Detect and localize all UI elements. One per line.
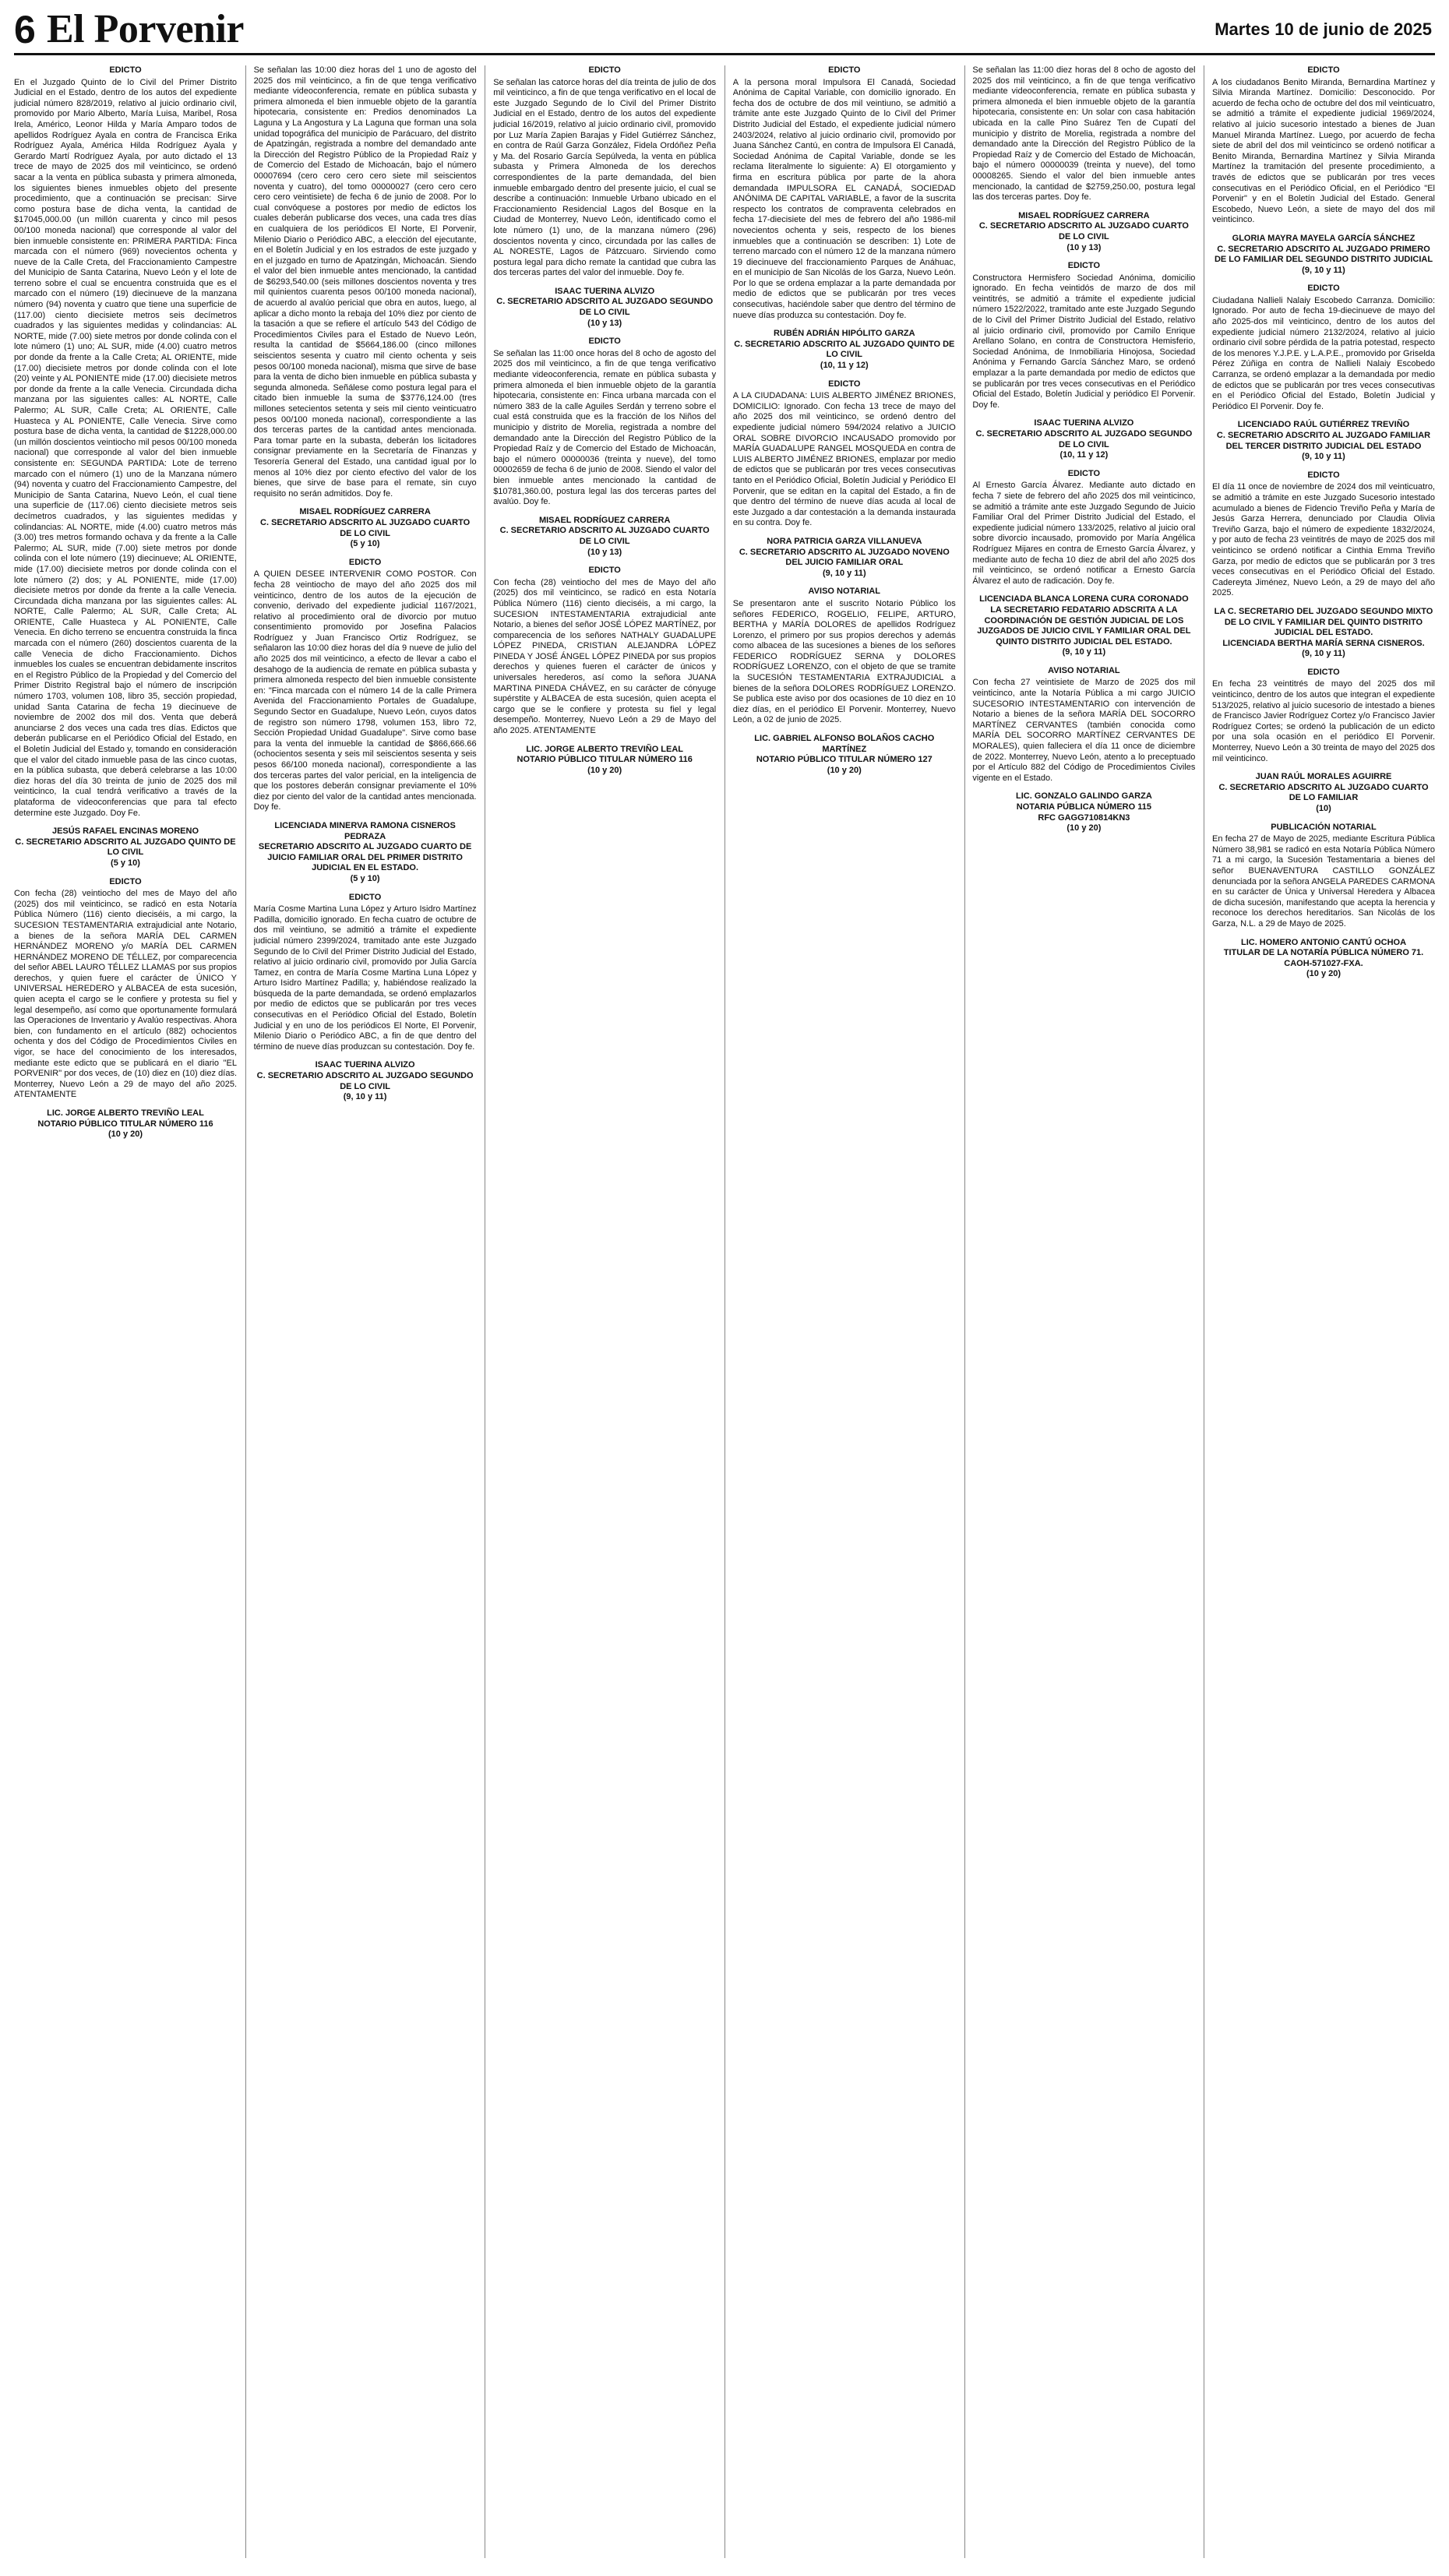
legal-notice	[972, 666, 1195, 784]
legal-notice	[1212, 607, 1435, 660]
notice-signature: ISAAC TUERINA ALVIZO C. SECRETARIO ADSCRITO AL JUZGADO SEGUNDO DE LO CIVIL (10, 11 y 12)	[975, 418, 1193, 460]
masthead	[14, 8, 1435, 55]
legal-notice	[733, 65, 956, 321]
notice-signature: JUAN RAÚL MORALES AGUIRRE C. SECRETARIO ADSCRITO AL JUZGADO CUARTO DE LO FAMILIAR (10)	[1218, 772, 1429, 813]
notice-title: EDICTO	[109, 65, 142, 75]
notice-column	[733, 65, 956, 2558]
notice-body: María Cosme Martina Luna López y Arturo Isidro Martínez Padilla, domicilio ignorado. En fecha cuatro de octubre de dos mil veintiuno, se admitió a trámite el expediente judicial número 2399/2024, tramitado ante este Juzgado Segundo de lo Civil del Primer Distrito Judicial del Estado, relativo al juicio ordinario civil, promovido por Julia García Tamez, en contra de María Cosme Martina Luna López y Arturo Isidro Martínez Padilla; y, habiéndose realizado la búsqueda de la parte demandada, se ordenó emplazarlos por medio de edictos que se publicarán por tres veces consecutivas en el Periódico Oficial del Estado, Boletín Judicial y en uno de los periódicos El Norte, El Porvenir, Milenio Diario o Periódico ABC, a fin de que dentro del término de nueve días produzcan su contestación. Doy fe.	[253, 904, 477, 1052]
legal-notice	[972, 261, 1195, 411]
legal-notice	[733, 587, 956, 726]
legal-notice	[1212, 772, 1435, 814]
notice-body: A la persona moral Impulsora El Canadá, Sociedad Anónima de Capital Variable, con domicilio ignorado. En fecha dos de octubre de dos mil veintiuno, se admitió a trámite ante este Juzgado Quinto de lo Civil del Primer Distrito Judicial del Estado, el expediente judicial número 2403/2024, relativo al juicio ordinario civil, promovido por Juana Sánchez Cantú, en contra de Impulsora El Canadá, Sociedad Anónima de Capital Variable, donde se les reclama literalmente lo siguiente: A) El otorgamiento y firma en escritura pública por parte de la ahora demandada IMPULSORA EL CANADÁ, SOCIEDAD ANÓNIMA DE CAPITAL VARIABLE, a favor de la suscrita respecto los contratos de compraventa celebrados en fecha 17-diecisiete del mes de febrero del año 1986-mil novecientos ochenta y seis, respecto de los bienes inmuebles que a continuación se describen: 1) Lote de terreno marcado con el número 12 de la manzana número 19 diecinueve del fraccionamiento Parques de Anáhuac, en el municipio de San Nicolás de los Garza, Nuevo León. Por lo que se ordena emplazar a la parte demandada por medio de edictos que se publicarán por tres veces consecutivas, haciéndole saber que dentro del término de nueve días produzca su contestación. Doy fe.	[732, 77, 956, 320]
legal-notice	[972, 594, 1195, 658]
legal-notice	[1212, 284, 1435, 412]
notice-body: En el Juzgado Quinto de lo Civil del Primer Distrito Judicial en el Estado, dentro de los autos del expediente judicial número 828/2019, relativo al juicio ordinario civil, promovido por Mario Alberto, María Luisa, Maribel, Rosa Irela, Américo, Leonor Hilda y María Amparo todos de apellidos Rodríguez Ayala en contra de Francisca Erika Rodríguez Ayala, América Hilda Rodríguez Ayala y Gerardo Martí Rodríguez Ayala, por auto dictado el 13 trece de mayo de 2025 dos mil veinticinco, se ordenó sacar a la venta en pública subasta y primera almoneda, los siguientes bienes inmuebles objeto del presente procedimiento, que a continuación se precisan: Sirve como postura base de dicha venta, la cantidad de $17045,000.00 (un millón cuarenta y cinco mil pesos 00/100 moneda nacional) que corresponde al valor del bien inmueble consistente en: PRIMERA PARTIDA: Finca marcada con el número (969) novecientos ochenta y nueve de la Calle Creta, del Fraccionamiento Campestre del Municipio de Santa Catarina, Nuevo León y el lote de terreno sobre el cual se encuentra construida que es el marcado con el número (19) diecinueve de la manzana número (94) noventa y cuatro que tiene una superficie de (117.00) ciento diecisiete metros seis decímetros cuadrados y las siguientes medidas y colindancias: AL NORTE, mide (7.00) siete metros por donde colinda con el lote número (1) uno; AL SUR, mide (4.00) cuatro metros por donde da frente a la Calle Creta; AL ORIENTE, mide (17.00) diecisiete metros por donde colinda con el lote (20) veinte y AL PONIENTE mide (17.00) diecisiete metros por donde da frente a la calle Venecia. Circundada dicha manzana por las siguientes calles: AL NORTE, Calle Palermo; AL SUR, Calle Creta; AL ORIENTE, Calle Huasteca y AL PONIENTE, Calle Venecia. Sirve como postura base de dicha venta, la cantidad de $1228,000.00 (un millón doscientos veintiocho mil pesos 00/100 moneda nacional) que corresponde al valor del bien inmueble consistente en: SEGUNDA PARTIDA: Lote de terreno marcado con el número (1) uno de la Manzana número (94) noventa y cuatro del Fraccionamiento Campestre, del Municipio de Santa Catarina, Nuevo León, el cual tiene una superficie de (117.06) ciento diecisiete metros seis decímetros cuadrados, y las siguientes medidas y colindancias: AL NORTE, mide (4.00) cuatro metros más (3.00) tres metros formando ochava y da frente a la Calle Palermo; AL SUR, mide (7.00) siete metros por donde colinda con el lote número (19) diecinueve; AL ORIENTE, mide (17.00) diecisiete metros por donde colinda con el lote número (2) dos; y AL PONIENTE, mide (17.00) diecisiete metros por donde da frente a la calle Venecia. Circundada dicha manzana por las siguientes calles: AL NORTE, Calle Palermo; AL SUR, Calle Creta; AL ORIENTE, Calle Huasteca y AL PONIENTE, Calle Venecia. En dicho terreno se encuentra construida la finca marcada con el número (260) doscientos cuarenta de la calle Venecia de dicho Fraccionamiento. Dichos inmuebles los cuales se encuentran debidamente inscritos en el Registro Público de la Propiedad y del Comercio del Primer Distrito Registral bajo el número de inscripción número 1703, volumen 108, libro 35, sección propiedad, unidad Santa Catarina de fecha 19 diecinueve de noviembre de 2002 dos mil dos. Venta que deberá anunciarse 2 dos veces una cada tres días. Edictos que deberán publicarse en el Periódico Oficial del Estado, en el Boletín Judicial del Estado y, tomando en consideración que el valor del citado inmueble pasa de las cinco cuotas, en la pública subasta, que deberá celebrarse a las 10:00 diez horas del día 30 treinta de junio de 2025 dos mil veinticinco, la cual tendrá verificativo a través de la plataforma de videoconferencias que para tal efecto determine este Juzgado. Doy Fe.	[14, 77, 237, 818]
notice-title: EDICTO	[1307, 65, 1340, 75]
notice-title: EDICTO	[348, 892, 382, 902]
legal-notice	[14, 877, 237, 1101]
notice-signature: ISAAC TUERINA ALVIZO C. SECRETARIO ADSCRITO AL JUZGADO SEGUNDO DE LO CIVIL (9, 10 y 11)	[256, 1060, 474, 1102]
notice-body: Al Ernesto García Álvarez. Mediante auto dictado en fecha 7 siete de febrero del año 2025 dos mil veinticinco, se admitió a trámite ante este Juzgado Segundo de Juicio Familiar Oral del Primer Distrito Judicial del Estado, el expediente judicial número 133/2025, relativo al juicio oral sobre divorcio incausado, promovido por María Angélica Rodríguez Mijares en contra de Ernesto García Álvarez, y mediante auto de fecha 10 diez de abril del año 2025 dos mil veinticinco, se ordenó notificar a Ernesto García Álvarez el auto de radicación. Doy fe.	[972, 481, 1196, 586]
notice-column	[254, 65, 477, 2558]
notice-column	[14, 65, 237, 2558]
column-rule	[245, 65, 246, 2558]
notice-body: El día 11 once de noviembre de 2024 dos mil veinticuatro, se admitió a trámite en este Juzgado Sucesorio intestado acumulado a bienes de Fidencio Treviño Peña y María de Jesús Garza Herrera, denunciado por Claudia Olivia Treviño Garza, bajo el número de expediente 1832/2024, y por auto de fecha 23 veintitrés de mayo de 2025 dos mil veinticinco se ordenó notificar a Cinthia Emma Treviño Garza, por medio de edictos que se publicarán por 3 tres veces consecutivas en el Periódico Oficial del Estado. Cadereyta Jiménez, Nuevo León, a 29 de mayo del año 2025.	[1212, 482, 1435, 598]
page-number: 6	[14, 8, 36, 51]
notice-signature: LICENCIADO RAÚL GUTIÉRREZ TREVIÑO C. SECRETARIO ADSCRITO AL JUZGADO FAMILIAR DEL TERCER DISTRITO JUDICIAL DEL ESTADO (9, 10 y 11)	[1216, 420, 1431, 462]
notice-title: AVISO NOTARIAL	[1048, 665, 1120, 675]
notice-signature: LA C. SECRETARIO DEL JUZGADO SEGUNDO MIXTO DE LO CIVIL Y FAMILIAR DEL QUINTO DISTRITO JUDICIAL DEL ESTADO. LICENCIADA BERTHA MARÍA SERNA CISNEROS. (9, 10 y 11)	[1214, 606, 1433, 659]
notice-signature: JESÚS RAFAEL ENCINAS MORENO C. SECRETARIO ADSCRITO AL JUZGADO QUINTO DE LO CIVIL (5 y 10)	[15, 826, 236, 868]
notice-body: En fecha 23 veintitrés de mayo del 2025 dos mil veinticinco, dentro de los autos que integran el expediente 513/2025, relativo al juicio sucesorio de intestado a bienes de Francisco Javier Rodríguez Cortez y/o Francisco Javier Rodríguez Cortes; se ordenó la publicación de un edicto por una sola ocasión en el periódico El Porvenir. Monterrey, Nuevo León a 30 treinta de mayo del 2025 dos mil veinticinco.	[1212, 679, 1435, 763]
notice-body: Con fecha (28) veintiocho del mes de Mayo del año (2025) dos mil veinticinco, se radicó en esta Notaría Pública Número (116) ciento dieciséis, a mi cargo, la SUCESION TESTAMENTARIA extrajudicial ante Notario, a bienes de la señora MARÍA DEL CARMEN HERNÁNDEZ MORENO y/o MARÍA DEL CARMEN HERNÁNDEZ MORENO DE TÉLLEZ, por comparecencia del señor ABEL LAURO TÉLLEZ LLAMAS por sus propios derechos, y quien fuere el carácter de ÚNICO Y UNIVERSAL HEREDERO y ALBACEA de esta sucesión, quien acepta el cargo se le confiere y protesta su fiel y legal desempeño, así como que oportunamente formulará las Operaciones de Inventario y Avalúo respectivas. Ahora bien, con fundamento en el artículo (882) ochocientos ochenta y dos del Código de Procedimientos Civiles en vigor, se hace del conocimiento de los interesados, mediante este edicto que se publicará en el diario "EL PORVENIR" por dos veces, de (10) diez en (10) diez días. Monterrey, Nuevo León a 29 de mayo del año 2025. ATENTAMENTE	[14, 889, 237, 1100]
notice-signature: LIC. GABRIEL ALFONSO BOLAÑOS CACHO MARTÍNEZ NOTARIO PÚBLICO TITULAR NÚMERO 127 (10 y 20)	[754, 734, 935, 775]
notice-title: EDICTO	[1307, 470, 1340, 480]
legal-notice	[972, 791, 1195, 833]
legal-notice	[1212, 234, 1435, 276]
legal-notice	[1212, 420, 1435, 462]
legal-notice	[493, 516, 716, 558]
legal-notice	[972, 469, 1195, 587]
notice-column	[1212, 65, 1435, 2558]
notice-signature: LICENCIADA BLANCA LORENA CURA CORONADO LA SECRETARIO FEDATARIO ADSCRITA A LA COORDINACIÓN DE GESTIÓN JUDICIAL DE LOS JUZGADOS DE JUICIO CIVIL Y FAMILIAR ORAL DEL QUINTO DISTRITO JUDICIAL DEL ESTADO. (9, 10 y 11)	[977, 594, 1191, 657]
legal-notice	[493, 65, 716, 279]
notice-title: PUBLICACIÓN NOTARIAL	[1271, 822, 1377, 832]
legal-notice	[14, 1108, 237, 1140]
legal-notice	[1212, 668, 1435, 764]
notice-title: EDICTO	[1307, 284, 1340, 294]
notice-title: EDICTO	[109, 876, 142, 886]
newspaper-name: El Porvenir	[47, 7, 245, 51]
notice-title: EDICTO	[1067, 261, 1101, 271]
legal-notice	[733, 734, 956, 776]
column-rule	[724, 65, 725, 2558]
notice-title: AVISO NOTARIAL	[808, 587, 881, 597]
notice-signature: LIC. HOMERO ANTONIO CANTÚ OCHOA TITULAR DE LA NOTARÍA PÚBLICA NÚMERO 71. CAOH-571027-FXA. (10 y 20)	[1223, 937, 1424, 979]
legal-notice	[972, 65, 1195, 203]
notice-signature: ISAAC TUERINA ALVIZO C. SECRETARIO ADSCRITO AL JUZGADO SEGUNDO DE LO CIVIL (10 y 13)	[496, 286, 714, 328]
legal-notice	[254, 821, 477, 885]
notice-title: EDICTO	[588, 566, 621, 576]
legal-notice	[14, 826, 237, 869]
legal-notice	[733, 379, 956, 529]
legal-notice	[1212, 470, 1435, 599]
notice-signature: MISAEL RODRÍGUEZ CARRERA C. SECRETARIO ADSCRITO AL JUZGADO CUARTO DE LO CIVIL (5 y 10)	[260, 507, 471, 549]
notice-title: EDICTO	[588, 337, 621, 347]
legal-notice	[493, 745, 716, 777]
notice-body: Se señalan las 11:00 once horas del 8 ocho de agosto del 2025 dos mil veinticinco, a fin de que tenga verificativo mediante videoconferencia, remate en pública subasta y primera almoneda el bien inmueble objeto de la garantía hipotecaria, consistente en: Finca urbana marcada con el número 383 de la calle Aguiles Serdán y terreno sobre el cual está construida que es la fracción de los Niños del municipio y distrito de Morelia, registrada a nombre del demandado ante la Dirección del Registro Público de la Propiedad Raíz y de Comercio del Estado de Michoacán, bajo el número 00000036 (treinta y nueve), del tomo 00002659 de fecha 6 de junio de 2008. Siendo el valor del bien inmueble antes mencionado la cantidad de $10781,360.00, postura legal las dos terceras partes del avalúo. Doy fe.	[493, 348, 717, 507]
legal-notice	[1212, 823, 1435, 930]
notice-body: Se señalan las 11:00 diez horas del 8 ocho de agosto del 2025 dos mil veinticinco, a fin de que tenga verificativo mediante videoconferencia, remate en pública subasta y primera almoneda el bien inmueble objeto de la garantía hipotecaria, consistente en: Un solar con casa habitación ubicada en la calle Pino Suárez Ten de Cupatí del municipio y distrito de Morelia, registrada a nombre del demandado ante la Dirección del Registro Público de la Propiedad Raíz y de Comercio del Estado de Michoacán, bajo el número 00000039 (treinta y nueve), del tomo 00008265. Siendo el valor del bien inmueble antes mencionado, la cantidad de $2759,250.00, postura legal las dos terceras partes. Doy fe.	[972, 65, 1196, 203]
notice-signature: LIC. JORGE ALBERTO TREVIÑO LEAL NOTARIO PÚBLICO TITULAR NÚMERO 116 (10 y 20)	[37, 1108, 213, 1140]
legal-notice	[254, 65, 477, 499]
notice-title: EDICTO	[828, 379, 861, 389]
legal-notice	[1212, 65, 1435, 226]
legal-notice	[972, 418, 1195, 460]
notice-signature: GLORIA MAYRA MAYELA GARCÍA SÁNCHEZ C. SECRETARIO ADSCRITO AL JUZGADO PRIMERO DE LO FAMILIAR DEL SEGUNDO DISTRITO JUDICIAL (9, 10 y 11)	[1214, 233, 1433, 275]
legal-notice	[254, 1060, 477, 1102]
notice-body: Se señalan las 10:00 diez horas del 1 uno de agosto del 2025 dos mil veinticinco, a fin de que tenga verificativo mediante videoconferencia, remate en pública subasta y primera almoneda el bien inmueble objeto de la garantía hipotecaria, consistente en: Predios denominados La Laguna y La Angostura y La Laguna que forman una sola unidad topográfica del municipio de Parácuaro, del distrito de Apatzingán, registrada a nombre del demandado ante la Dirección del Registro Público de la Propiedad Raíz y de Comercio del Estado de Michoacán, bajo el número 00007694 (cero cero cero cero siete mil seiscientos noventa y cuatro), del tomo 00000027 (cero cero cero cero cero veintisiete) de fecha 6 de junio de 2008. Por lo cual convóquese a postores por medio de edictos los cuales deberán publicarse dos veces, una cada tres días en cualquiera de los periódicos El Norte, El Porvenir, Milenio Diario o Periódico ABC, a elección del ejecutante, en el Boletín Judicial y en los estrados de este juzgado y en el juzgado en turno de Apatzingán, Michoacán. Siendo el valor del bien inmueble antes mencionado, la cantidad de $6293,540.00 (seis millones doscientos noventa y tres mil quinientos cuarenta pesos 00/100 moneda nacional), de acuerdo al avalúo pericial que obra en autos, luego, al aplicar a dicho monto la rebaja del 10% diez por ciento de la tasación a que se refiere el artículo 543 del Código de Procedimientos Civiles para el Estado de Nuevo León, resulta la cantidad de $5664,186.00 (cinco millones seiscientos sesenta y cuatro mil ciento ochenta y seis pesos 00/100 moneda nacional), misma que sirve de base para la venta de dicho bien inmueble en pública subasta y segunda almoneda. Señálese como postura legal para el citado bien inmueble la suma de $3776,124.00 (tres millones setecientos setenta y seis mil ciento veinticuatro pesos 00/100 moneda nacional), correspondiente a las dos terceras partes de la cantidad antes mencionada. Para tomar parte en la subasta, deberán los licitadores consignar previamente en la Secretaría de Finanzas y Tesorería General del Estado, una cantidad igual por lo menos al 10% diez por ciento efectivo del valor de los bienes, que sirve de base para el remate, sin cuyo requisito no serán admitidos. Doy fe.	[253, 65, 477, 499]
notice-title: EDICTO	[588, 65, 621, 75]
legal-notice	[493, 337, 716, 508]
notice-column	[972, 65, 1195, 2558]
legal-notice	[254, 507, 477, 549]
notice-body: A LA CIUDADANA: LUIS ALBERTO JIMÉNEZ BRIONES, DOMICILIO: Ignorado. Con fecha 13 trece de mayo del año 2025 dos mil veinticinco, se ordenó dentro del expediente judicial número 594/2024 relativo a JUICIO ORAL SOBRE DIVORCIO INCAUSADO promovido por MARÍA GUADALUPE RANGEL MOSQUEDA en contra de LUIS ALBERTO JIMÉNEZ BRIONES, emplazar por medio de edictos que se publicarán por tres veces consecutivas tanto en el Periódico Oficial, Boletín Judicial y Periódico El Porvenir, que se editan en la capital del Estado, a fin de que dentro del término de nueve días acuda al local de este Juzgado a dar contestación a la demanda instaurada en su contra. Doy fe.	[732, 391, 956, 528]
notice-title: EDICTO	[348, 557, 382, 567]
notice-signature: LIC. GONZALO GALINDO GARZA NOTARIA PÚBLICA NÚMERO 115 RFC GAGG710814KN3 (10 y 20)	[1016, 791, 1152, 833]
notice-body: Con fecha (28) veintiocho del mes de Mayo del año (2025) dos mil veinticinco, se radicó en esta Notaría Pública Número (116) ciento dieciséis, a mi cargo, la SUCESION INTESTAMENTARIA extrajudicial ante Notario, a bienes del señor JOSÉ LÓPEZ MARTÍNEZ, por comparecencia de los señores NATHALY GUADALUPE LÓPEZ PINEDA, CRISTIAN ALEJANDRA LÓPEZ PINEDA Y JOSÉ ÁNGEL LÓPEZ PINEDA por sus propios derechos y quienes fueren el carácter de únicos y universales herederos, así como la señora JUANA MARTINA PINEDA CHÁVEZ, en su carácter de cónyuge supérstite y ALBACEA de esta sucesión, quien acepta el cargo que se le confiere y protesta su fiel y legal desempeño. Monterrey, Nuevo León a 29 de Mayo del año 2025. ATENTAMENTE	[493, 577, 717, 736]
legal-notice	[733, 329, 956, 371]
notice-body: A QUIEN DESEE INTERVENIR COMO POSTOR. Con fecha 28 veintiocho de mayo del año 2025 dos mil veinticinco, dentro de los autos de la ejecución de convenio, derivado del expediente judicial 1167/2021, relativo al procedimiento oral de divorcio por mutuo consentimiento promovido por Josefina Palacios Rodríguez y Juan Francisco Ortiz Rodríguez, se señalaron las 10:00 diez horas del día 9 nueve de julio del año 2025 dos mil veinticinco, a efecto de llevar a cabo el desahogo de la audiencia de remate en pública subasta y primera almoneda respecto del bien inmueble consistente en: "Finca marcada con el número 14 de la calle Primera Avenida del Fraccionamiento Portales de Guadalupe, Segundo Sector en Guadalupe, Nuevo León, cuyos datos de registro son número 1798, volumen 153, libro 72, Sección Propiedad Unidad Guadalupe". Sirve como base para la venta del inmueble la cantidad de $866,666.66 (ochocientos sesenta y seis mil seiscientos sesenta y seis pesos 66/100 moneda nacional), correspondiente a las dos terceras partes del valor pericial, en la inteligencia de que los postores deberán consignar previamente el 10% diez por ciento del valor de la cantidad antes mencionada. Doy fe.	[253, 569, 477, 812]
notice-body: Con fecha 27 veintisiete de Marzo de 2025 dos mil veinticinco, ante la Notaría Pública a mi cargo JUICIO SUCESORIO INTESTAMENTARIO con intervención de Notario a bienes de la señora MARÍA DEL SOCORRO MARTÍNEZ CERVANTES (también conocida como MARÍA DEL SOCORRO MARTÍNEZ CERVANTES DE MORALES), quien falleciera el día 11 once de diciembre de 2022. Monterrey, Nuevo León, atento a lo preceptuado por el Artículo 882 del Código de Procedimientos Civiles vigente en el Estado.	[972, 678, 1196, 783]
legal-notice	[493, 566, 716, 737]
notice-body: Ciudadana Nallieli Nalaiy Escobedo Carranza. Domicilio: Ignorado. Por auto de fecha 19-diecinueve de mayo del año 2025-dos mil veinticinco, dentro de los autos del expediente judicial número 2132/2024, relativo al juicio ordinario civil sobre pérdida de la patria potestad, respecto de los menores Y.J.P.E. y L.A.P.E., promovido por Griselda Pérez Zúñiga en contra de Nallieli Nalaiy Escobedo Carranza, se ordenó emplazar a la demandada por medio de edictos que se publicarán por tres veces consecutivas en el Periódico Oficial del Estado, Boletín Judicial y Periódico El Porvenir. Doy fe.	[1212, 295, 1435, 411]
notice-body: Se presentaron ante el suscrito Notario Público los señores FEDERICO, ROGELIO, FELIPE, ARTURO, BERTHA y MARÍA DOLORES de apellidos Rodríguez Lorenzo, el primero por sus propios derechos y además como albacea de las sucesiones a bienes de los señores FEDERICO RODRÍGUEZ SERNA y DOLORES RODRÍGUEZ LORENZO, con el objeto de que se tramite la SUCESIÓN TESTAMENTARIA EXTRAJUDICIAL a bienes de la señora DOLORES RODRÍGUEZ LORENZO. Se publica este aviso por dos ocasiones de 10 diez en 10 diez días, en el periódico El Porvenir. Monterrey, Nuevo León, a 02 de junio de 2025.	[732, 598, 956, 725]
notice-title: EDICTO	[1307, 667, 1340, 677]
legal-notice	[14, 65, 237, 819]
notice-signature: MISAEL RODRÍGUEZ CARRERA C. SECRETARIO ADSCRITO AL JUZGADO CUARTO DE LO CIVIL (10 y 13)	[499, 515, 710, 557]
notice-body: En fecha 27 de Mayo de 2025, mediante Escritura Pública Número 38,981 se radicó en esta Notaría Pública Número 71 a mi cargo, la Sucesión Testamentaria a bienes del señor BUENAVENTURA CASTILLO GONZÁLEZ denunciada por la señora ANGELA PAREDES CARMONA en su carácter de Única y Universal Heredera y Albacea de dicha sucesión, manifestando que acepta la herencia y reconoce los derechos hereditarios. San Nicolás de los Garza, N.L. a 29 de Mayo de 2025.	[1212, 834, 1435, 929]
notice-body: Constructora Hermisfero Sociedad Anónima, domicilio ignorado. En fecha veintidós de marzo de dos mil veintitrés, se admitió a trámite el expediente judicial número 1522/2022, tramitado ante este Juzgado Segundo de lo Civil del Primer Distrito Judicial del Estado, relativo al juicio ordinario civil, promovido por Camilo Enrique Arellano Solano, en contra de Constructora Hemisferio, Sociedad Anónima, de Inmobiliaria Hinojosa, Sociedad Anónima y Fernando García Sánchez Maro, se ordenó emplazar a la parte demandada por medio de edictos que se publicarán por tres veces consecutivas en el Periódico Oficial del Estado, Boletín Judicial y periódico El Porvenir. Doy fe.	[972, 273, 1196, 410]
notice-signature: RUBÉN ADRIÁN HIPÓLITO GARZA C. SECRETARIO ADSCRITO AL JUZGADO QUINTO DE LO CIVIL (10, 11 y 12)	[734, 329, 955, 371]
notice-signature: MISAEL RODRÍGUEZ CARRERA C. SECRETARIO ADSCRITO AL JUZGADO CUARTO DE LO CIVIL (10 y 13)	[978, 210, 1189, 252]
notice-title: EDICTO	[828, 65, 861, 75]
legal-notices-columns	[14, 65, 1435, 2562]
notice-column	[493, 65, 716, 2558]
legal-notice	[254, 558, 477, 813]
notice-body: A los ciudadanos Benito Miranda, Bernardina Martínez y Silvia Miranda Martínez. Domicilio: Desconocido. Por acuerdo de fecha ocho de octubre del dos mil veinticuatro, se admitió a trámite el expediente judicial 1969/2024, relativo al juicio sucesorio intestado a bienes de Juan Manuel Miranda Martínez. Luego, por acuerdo de fecha siete de abril del dos mil veinticinco se ordenó notificar a Benito Miranda, Bernardina Martínez y Silvia Miranda Martínez la tramitación del presente procedimiento, a través de edictos que se publicarán por tres veces consecutivas en el Periódico Oficial, en el Periódico "El Porvenir" y en el Boletín Judicial del Estado. General Escobedo, Nuevo León, a siete de mayo del dos mil veinticinco.	[1212, 77, 1435, 225]
legal-notice	[733, 537, 956, 579]
legal-notice	[254, 893, 477, 1053]
legal-notice	[972, 211, 1195, 253]
legal-notice	[1212, 938, 1435, 980]
notice-body: Se señalan las catorce horas del día treinta de julio de dos mil veinticinco, a fin de que tenga verificativo en el local de este Juzgado Segundo de lo Civil del Primer Distrito Judicial en el Estado, dentro de los autos del expediente judicial 16/2019, relativo al juicio ordinario civil, promovido por Luz María Zapien Barajas y Fidel Gutiérrez Sánchez, en contra de Raúl Garza González, Fidela Ordóñez Peña y Ma. del Rosario García Sepúlveda, la venta en pública subasta y Primera Almoneda de los derechos correspondientes de la parte demandada, del bien inmueble embargado dentro del presente juicio, el cual se describe a continuación: Inmueble Urbano ubicado en el Fraccionamiento Residencial Lagos del Bosque en la Ciudad de Monterrey, Nuevo León, identificado como el lote número (1) uno, de la manzana número (296) doscientos noventa y cinco, circundada por las calles de AL NORESTE, Lagos de Pátzcuaro. Sirviendo como postura legal para dicho remate la cantidad que cubra las dos terceras partes del valor del inmueble. Doy fe.	[493, 77, 717, 278]
notice-signature: LIC. JORGE ALBERTO TREVIÑO LEAL NOTARIO PÚBLICO TITULAR NÚMERO 116 (10 y 20)	[516, 744, 693, 775]
legal-notice	[493, 287, 716, 329]
notice-title: EDICTO	[1067, 468, 1101, 478]
notice-signature: LICENCIADA MINERVA RAMONA CISNEROS PEDRAZA SECRETARIO ADSCRITO AL JUZGADO CUARTO DE JUICIO FAMILIAR ORAL DEL PRIMER DISTRITO JUDICIAL EN EL ESTADO. (5 y 10)	[258, 820, 472, 883]
notice-signature: NORA PATRICIA GARZA VILLANUEVA C. SECRETARIO ADSCRITO AL JUZGADO NOVENO DEL JUICIO FAMILIAR ORAL (9, 10 y 11)	[739, 536, 950, 578]
column-rule	[964, 65, 965, 2558]
issue-date: Martes 10 de junio de 2025	[1215, 19, 1432, 39]
